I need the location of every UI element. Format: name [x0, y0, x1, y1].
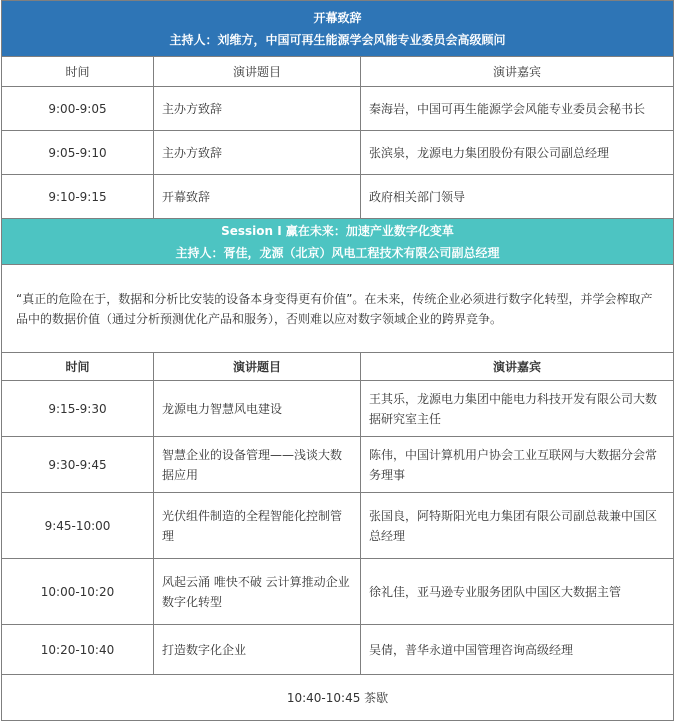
column-header-speaker: 演讲嘉宾 [361, 353, 674, 381]
session1-host: 主持人：胥佳，龙源（北京）风电工程技术有限公司副总经理 [175, 245, 500, 260]
row-time: 9:05-9:10 [2, 131, 154, 175]
session1-quote-row [2, 265, 674, 353]
row-speaker: 吴倩，普华永道中国管理咨询高级经理 [361, 625, 674, 675]
session1-break-row [2, 675, 674, 721]
row-speaker: 政府相关部门领导 [361, 175, 674, 219]
row-speaker: 秦海岩，中国可再生能源学会风能专业委员会秘书长 [361, 87, 674, 131]
row-topic: 风起云涌 唯快不破 云计算推动企业数字化转型 [154, 559, 361, 625]
session1-header-row [2, 219, 674, 265]
row-topic: 主办方致辞 [154, 87, 361, 131]
row-time: 9:30-9:45 [2, 437, 154, 493]
row-time: 9:00-9:05 [2, 87, 154, 131]
tea-break: 10:40-10:45 茶歇 [2, 675, 674, 721]
opening-header-cell [2, 1, 674, 57]
agenda-table [1, 0, 674, 721]
row-time: 10:00-10:20 [2, 559, 154, 625]
column-header-time: 时间 [2, 57, 154, 87]
row-topic: 打造数字化企业 [154, 625, 361, 675]
table-row [2, 559, 674, 625]
column-header-topic: 演讲题目 [154, 353, 361, 381]
row-speaker: 张国良，阿特斯阳光电力集团有限公司副总裁兼中国区总经理 [361, 493, 674, 559]
session1-column-header-row [2, 353, 674, 381]
table-row [2, 493, 674, 559]
row-time: 10:20-10:40 [2, 625, 154, 675]
row-speaker: 张滨泉，龙源电力集团股份有限公司副总经理 [361, 131, 674, 175]
row-topic: 龙源电力智慧风电建设 [154, 381, 361, 437]
opening-column-header-row [2, 57, 674, 87]
row-speaker: 陈伟，中国计算机用户协会工业互联网与大数据分会常务理事 [361, 437, 674, 493]
opening-host: 主持人：刘维方，中国可再生能源学会风能专业委员会高级顾问 [169, 32, 506, 47]
table-row [2, 175, 674, 219]
row-time: 9:15-9:30 [2, 381, 154, 437]
row-topic: 智慧企业的设备管理——浅谈大数据应用 [154, 437, 361, 493]
session1-quote: “真正的危险在于，数据和分析比安装的设备本身变得更有价值”。在未来，传统企业必须进行数字化转型，并学会榨取产品中的数据价值（通过分析预测优化产品和服务），否则难以应对数字领域企业的跨界竞争。 [2, 265, 674, 353]
column-header-time: 时间 [2, 353, 154, 381]
opening-header-row [2, 1, 674, 57]
row-topic: 开幕致辞 [154, 175, 361, 219]
row-time: 9:45-10:00 [2, 493, 154, 559]
row-topic: 光伏组件制造的全程智能化控制管理 [154, 493, 361, 559]
column-header-topic: 演讲题目 [154, 57, 361, 87]
session1-title: Session Ⅰ 赢在未来：加速产业数字化变革 [221, 223, 454, 238]
table-row [2, 381, 674, 437]
row-topic: 主办方致辞 [154, 131, 361, 175]
opening-title: 开幕致辞 [313, 10, 362, 25]
row-time: 9:10-9:15 [2, 175, 154, 219]
table-row [2, 625, 674, 675]
column-header-speaker: 演讲嘉宾 [361, 57, 674, 87]
table-row [2, 437, 674, 493]
table-row [2, 131, 674, 175]
row-speaker: 徐礼佳，亚马逊专业服务团队中国区大数据主管 [361, 559, 674, 625]
session1-header-cell [2, 219, 674, 265]
row-speaker: 王其乐，龙源电力集团中能电力科技开发有限公司大数据研究室主任 [361, 381, 674, 437]
table-row [2, 87, 674, 131]
